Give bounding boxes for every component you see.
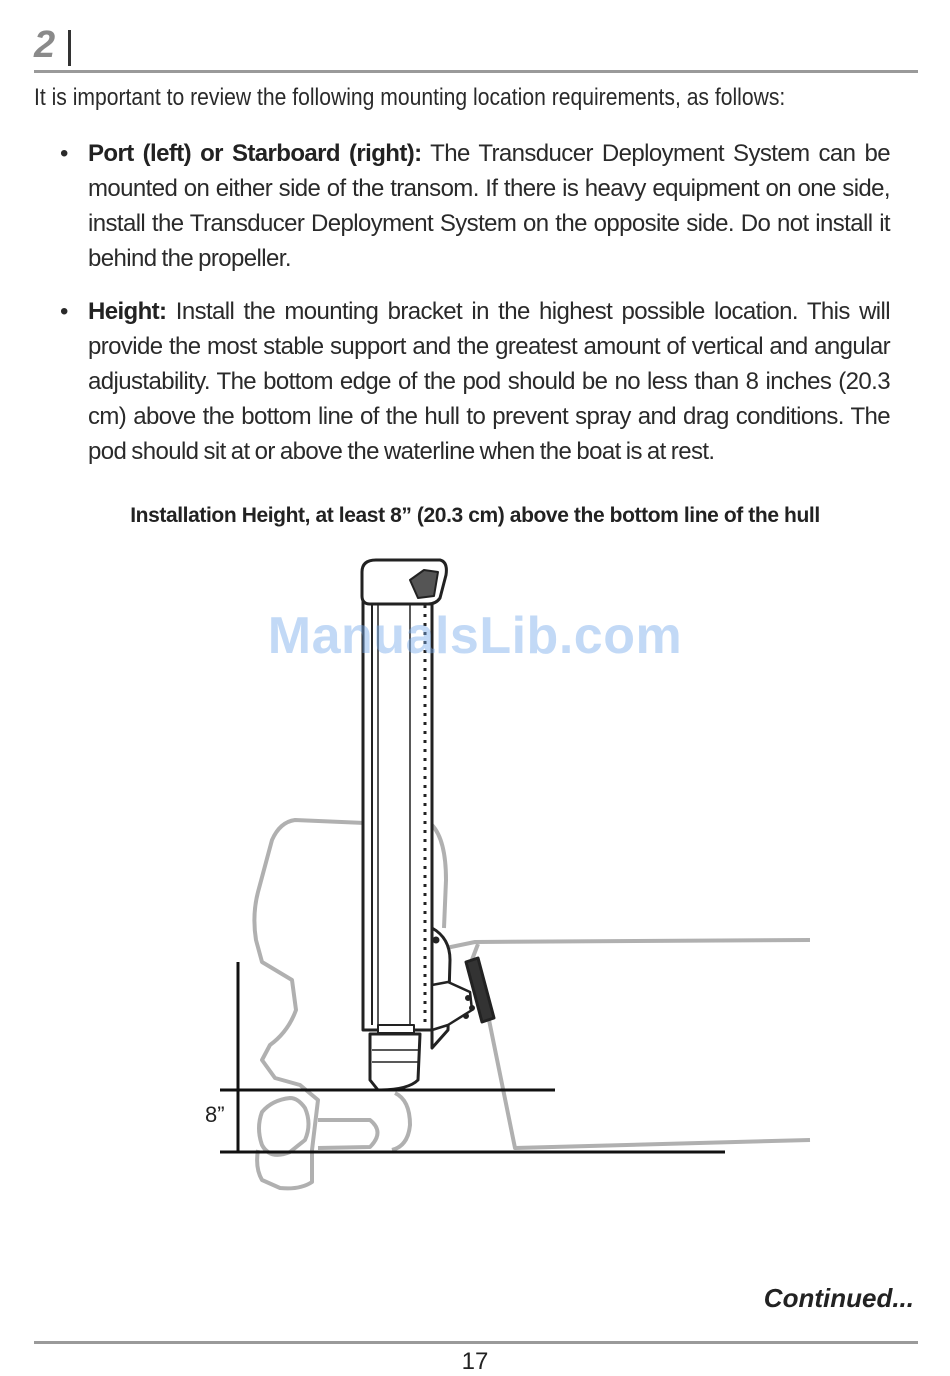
list-item-height — [60, 294, 890, 469]
boat-hull-outline — [446, 940, 810, 1148]
page-number: 17 — [461, 1348, 489, 1375]
footer-rule — [34, 1341, 918, 1344]
bullet-icon: • — [60, 140, 68, 167]
chapter-divider — [68, 30, 71, 66]
continued-note: Continued... — [763, 1283, 914, 1313]
requirements-list — [60, 136, 890, 487]
intro-paragraph: It is important to review the following mounting location requirements, as follows: — [34, 84, 786, 111]
bullet-label: Port (left) or Starboard (right): — [88, 140, 422, 167]
list-item-port-starboard — [60, 136, 890, 276]
bullet-icon: • — [60, 298, 68, 325]
bullet-label: Height: — [88, 298, 167, 325]
chapter-number: 2 — [34, 24, 56, 66]
watermark: ManualsLib.com — [267, 607, 683, 665]
dimension-label: 8” — [205, 1102, 225, 1127]
figure-caption: Installation Height, at least 8” (20.3 cm) above the bottom line of the hull — [130, 504, 820, 527]
bullet-text: The Transducer Deployment System can be mounted on either side of the transom. If there is heavy equipment on one side, install the Transducer Deployment System on the opposite side. Do not install it behind the propeller. — [88, 140, 890, 272]
bullet-text: Install the mounting bracket in the highest possible location. This will provide the most stable support and the greatest amount of vertical and angular adjustability. The bottom edge of the pod should be no less than 8 inches (20.3 cm) above the bottom line of the hull to prevent spray and drag conditions. The pod should sit at or above the waterline when the boat is at rest. — [88, 298, 890, 465]
header-rule — [34, 70, 918, 73]
